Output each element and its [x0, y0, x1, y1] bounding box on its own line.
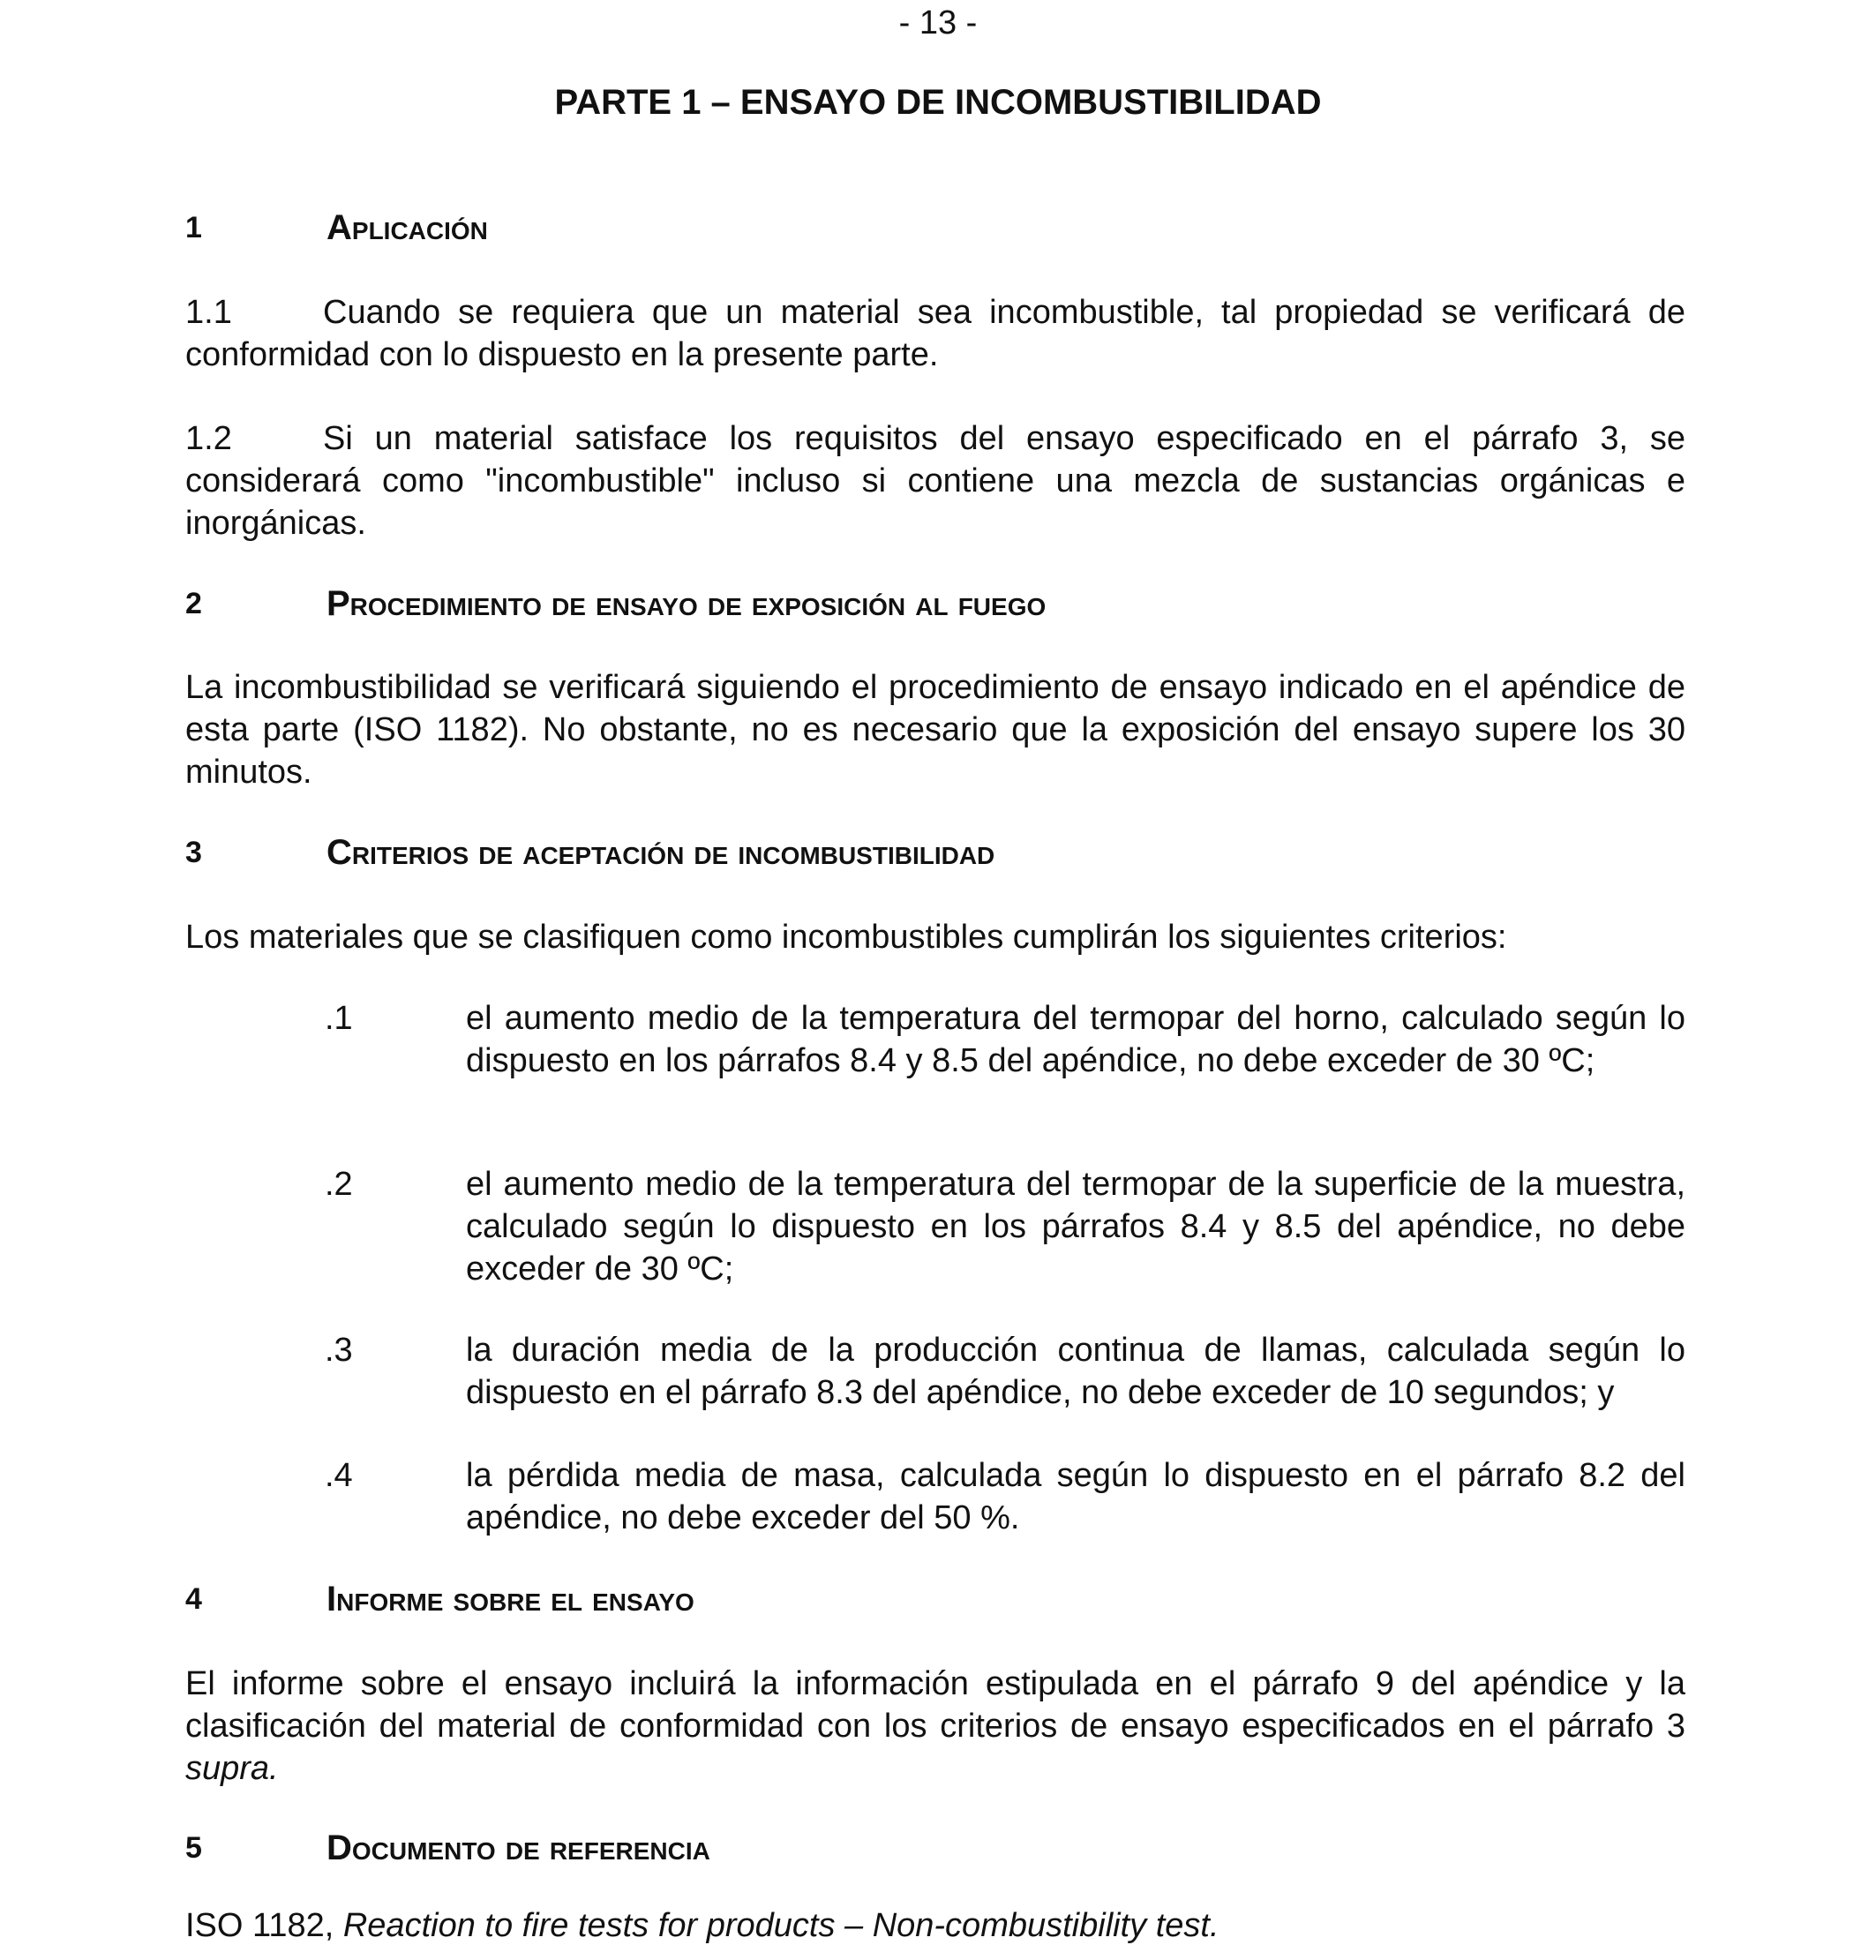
paragraph-text: Los materiales que se clasifiquen como incombustibles cumplirán los siguientes criterios:	[185, 919, 1507, 956]
criterion-text: la duración media de la producción continua de llamas, calculada según lo dispuesto en el párrafo 8.3 del apéndice, no debe exceder de 10 segundos; y	[466, 1332, 1685, 1411]
paragraph-text: Cuando se requiera que un material sea incombustible, tal propiedad se verificará de conformidad con lo dispuesto en la presente parte.	[185, 294, 1685, 373]
page-number: - 13 -	[898, 4, 978, 41]
paragraph-number: 1.1	[185, 294, 232, 331]
paragraph-supra: supra.	[185, 1750, 279, 1787]
section-title: Documento de referencia	[326, 1829, 710, 1867]
criterion-number: .2	[325, 1166, 353, 1203]
section-title: Procedimiento de ensayo de exposición al fuego	[326, 584, 1047, 623]
paragraph-text: Si un material satisface los requisitos del ensayo especificado en el párrafo 3, se considerará como "incombustible" incluso si contiene una mezcla de sustancias orgánicas e inorgánicas.	[185, 420, 1685, 542]
section-title: Informe sobre el ensayo	[326, 1580, 694, 1618]
section-number: 5	[185, 1831, 202, 1865]
criterion-number: .4	[325, 1457, 353, 1494]
paragraph-text: La incombustibilidad se verificará siguiendo el procedimiento de ensayo indicado en el apéndice de esta parte (ISO 1182). No obstante, no es necesario que la exposición del ensayo supere los 30 minutos.	[185, 669, 1685, 791]
reference-title: Reaction to fire tests for products – Non-combustibility test.	[342, 1907, 1219, 1944]
paragraph-4	[185, 1663, 1685, 1790]
criterion-number: .1	[325, 1000, 353, 1037]
paragraph-3-intro	[185, 916, 1685, 958]
paragraph-number: 1.2	[185, 420, 232, 457]
section-number: 1	[185, 211, 202, 244]
section-title: Aplicación	[326, 208, 488, 247]
section-number: 2	[185, 587, 202, 620]
part-title: PARTE 1 – ENSAYO DE INCOMBUSTIBILIDAD	[554, 83, 1322, 122]
reference-prefix: ISO 1182,	[185, 1907, 334, 1944]
paragraph-1-1	[185, 291, 1685, 376]
section-number: 4	[185, 1582, 202, 1616]
paragraph-5-reference	[185, 1904, 1685, 1947]
criterion-number: .3	[325, 1332, 353, 1369]
criterion-text: el aumento medio de la temperatura del termopar del horno, calculado según lo dispuesto en los párrafos 8.4 y 8.5 del apéndice, no debe exceder de 30 ºC;	[466, 1000, 1685, 1079]
criterion-text: el aumento medio de la temperatura del termopar de la superficie de la muestra, calculado según lo dispuesto en los párrafos 8.4 y 8.5 del apéndice, no debe exceder de 30 ºC;	[466, 1166, 1685, 1288]
paragraph-text: El informe sobre el ensayo incluirá la información estipulada en el párrafo 9 del apéndice y la clasificación del material de conformidad con los criterios de ensayo especificados en el párrafo 3	[185, 1665, 1685, 1745]
section-number: 3	[185, 836, 202, 869]
paragraph-1-2	[185, 417, 1685, 544]
section-title: Criterios de aceptación de incombustibilidad	[326, 833, 995, 872]
paragraph-2	[185, 666, 1685, 793]
criterion-text: la pérdida media de masa, calculada según lo dispuesto en el párrafo 8.2 del apéndice, no debe exceder del 50 %.	[466, 1457, 1685, 1536]
